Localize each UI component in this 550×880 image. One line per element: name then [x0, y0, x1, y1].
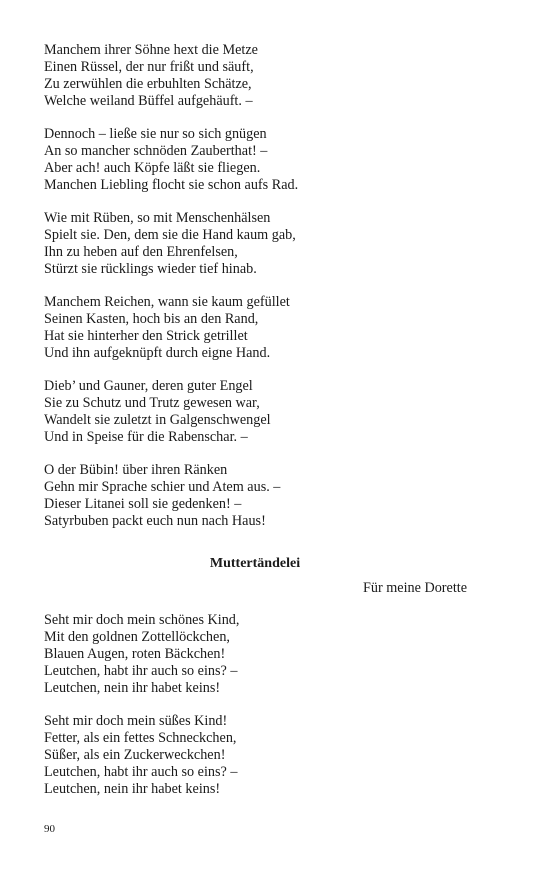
poem-title: Muttertändelei	[209, 556, 301, 571]
verse-line: Seht mir doch mein süßes Kind!	[44, 713, 228, 729]
verse-line: Sie zu Schutz und Trutz gewesen war,	[44, 395, 260, 411]
verse-line: Und in Speise für die Rabenschar. –	[44, 429, 248, 445]
verse-line: Leutchen, habt ihr auch so eins? –	[44, 663, 238, 679]
verse-line: Wie mit Rüben, so mit Menschenhälsen	[44, 210, 271, 226]
poem2-stanza-2	[44, 713, 237, 798]
verse-line: Fetter, als ein fettes Schneckchen,	[44, 730, 237, 746]
poem2-stanza-1	[44, 612, 239, 697]
verse-line: Seht mir doch mein schönes Kind,	[44, 612, 240, 628]
verse-line: Hat sie hinterher den Strick getrillet	[44, 328, 248, 344]
stanza-1	[44, 42, 258, 110]
verse-line: O der Bübin! über ihren Ränken	[44, 462, 228, 478]
verse-line: Und ihn aufgeknüpft durch eigne Hand.	[44, 345, 271, 361]
stanza-3	[44, 210, 296, 278]
verse-line: Manchen Liebling flocht sie schon aufs Rad.	[44, 177, 299, 193]
verse-line: Wandelt sie zuletzt in Galgenschwengel	[44, 412, 271, 428]
verse-line: Mit den goldnen Zottellöckchen,	[44, 629, 230, 645]
page-number: 90	[44, 823, 55, 835]
verse-line: Blauen Augen, roten Bäckchen!	[44, 646, 226, 662]
verse-line: Ihn zu heben auf den Ehrenfelsen,	[44, 244, 238, 260]
verse-line: Manchem Reichen, wann sie kaum gefüllet	[44, 294, 290, 310]
verse-line: Zu zerwühlen die erbuhlten Schätze,	[44, 76, 252, 92]
verse-line: Seinen Kasten, hoch bis an den Rand,	[44, 311, 259, 327]
stanza-5	[44, 378, 271, 446]
verse-line: Manchem ihrer Söhne hext die Metze	[44, 42, 258, 58]
verse-line: Süßer, als ein Zuckerweckchen!	[44, 747, 226, 763]
verse-line: Stürzt sie rücklings wieder tief hinab.	[44, 261, 257, 277]
verse-line: Dieser Litanei soll sie gedenken! –	[44, 496, 242, 512]
stanza-2	[44, 126, 298, 194]
verse-line: Leutchen, habt ihr auch so eins? –	[44, 764, 238, 780]
verse-line: Einen Rüssel, der nur frißt und säuft,	[44, 59, 254, 75]
verse-line: Aber ach! auch Köpfe läßt sie fliegen.	[44, 160, 261, 176]
verse-line: Leutchen, nein ihr habet keins!	[44, 781, 221, 797]
verse-line: An so mancher schnöden Zauberthat! –	[44, 143, 268, 159]
verse-line: Gehn mir Sprache schier und Atem aus. –	[44, 479, 281, 495]
verse-line: Leutchen, nein ihr habet keins!	[44, 680, 221, 696]
stanza-4	[44, 294, 290, 362]
verse-line: Dennoch – ließe sie nur so sich gnügen	[44, 126, 267, 142]
verse-line: Spielt sie. Den, dem sie die Hand kaum gab,	[44, 227, 296, 243]
poem-dedication: Für meine Dorette	[362, 580, 467, 596]
verse-line: Dieb’ und Gauner, deren guter Engel	[44, 378, 253, 394]
verse-line: Satyrbuben packt euch nun nach Haus!	[44, 513, 266, 529]
stanza-6	[44, 462, 280, 530]
verse-line: Welche weiland Büffel aufgehäuft. –	[44, 93, 253, 109]
